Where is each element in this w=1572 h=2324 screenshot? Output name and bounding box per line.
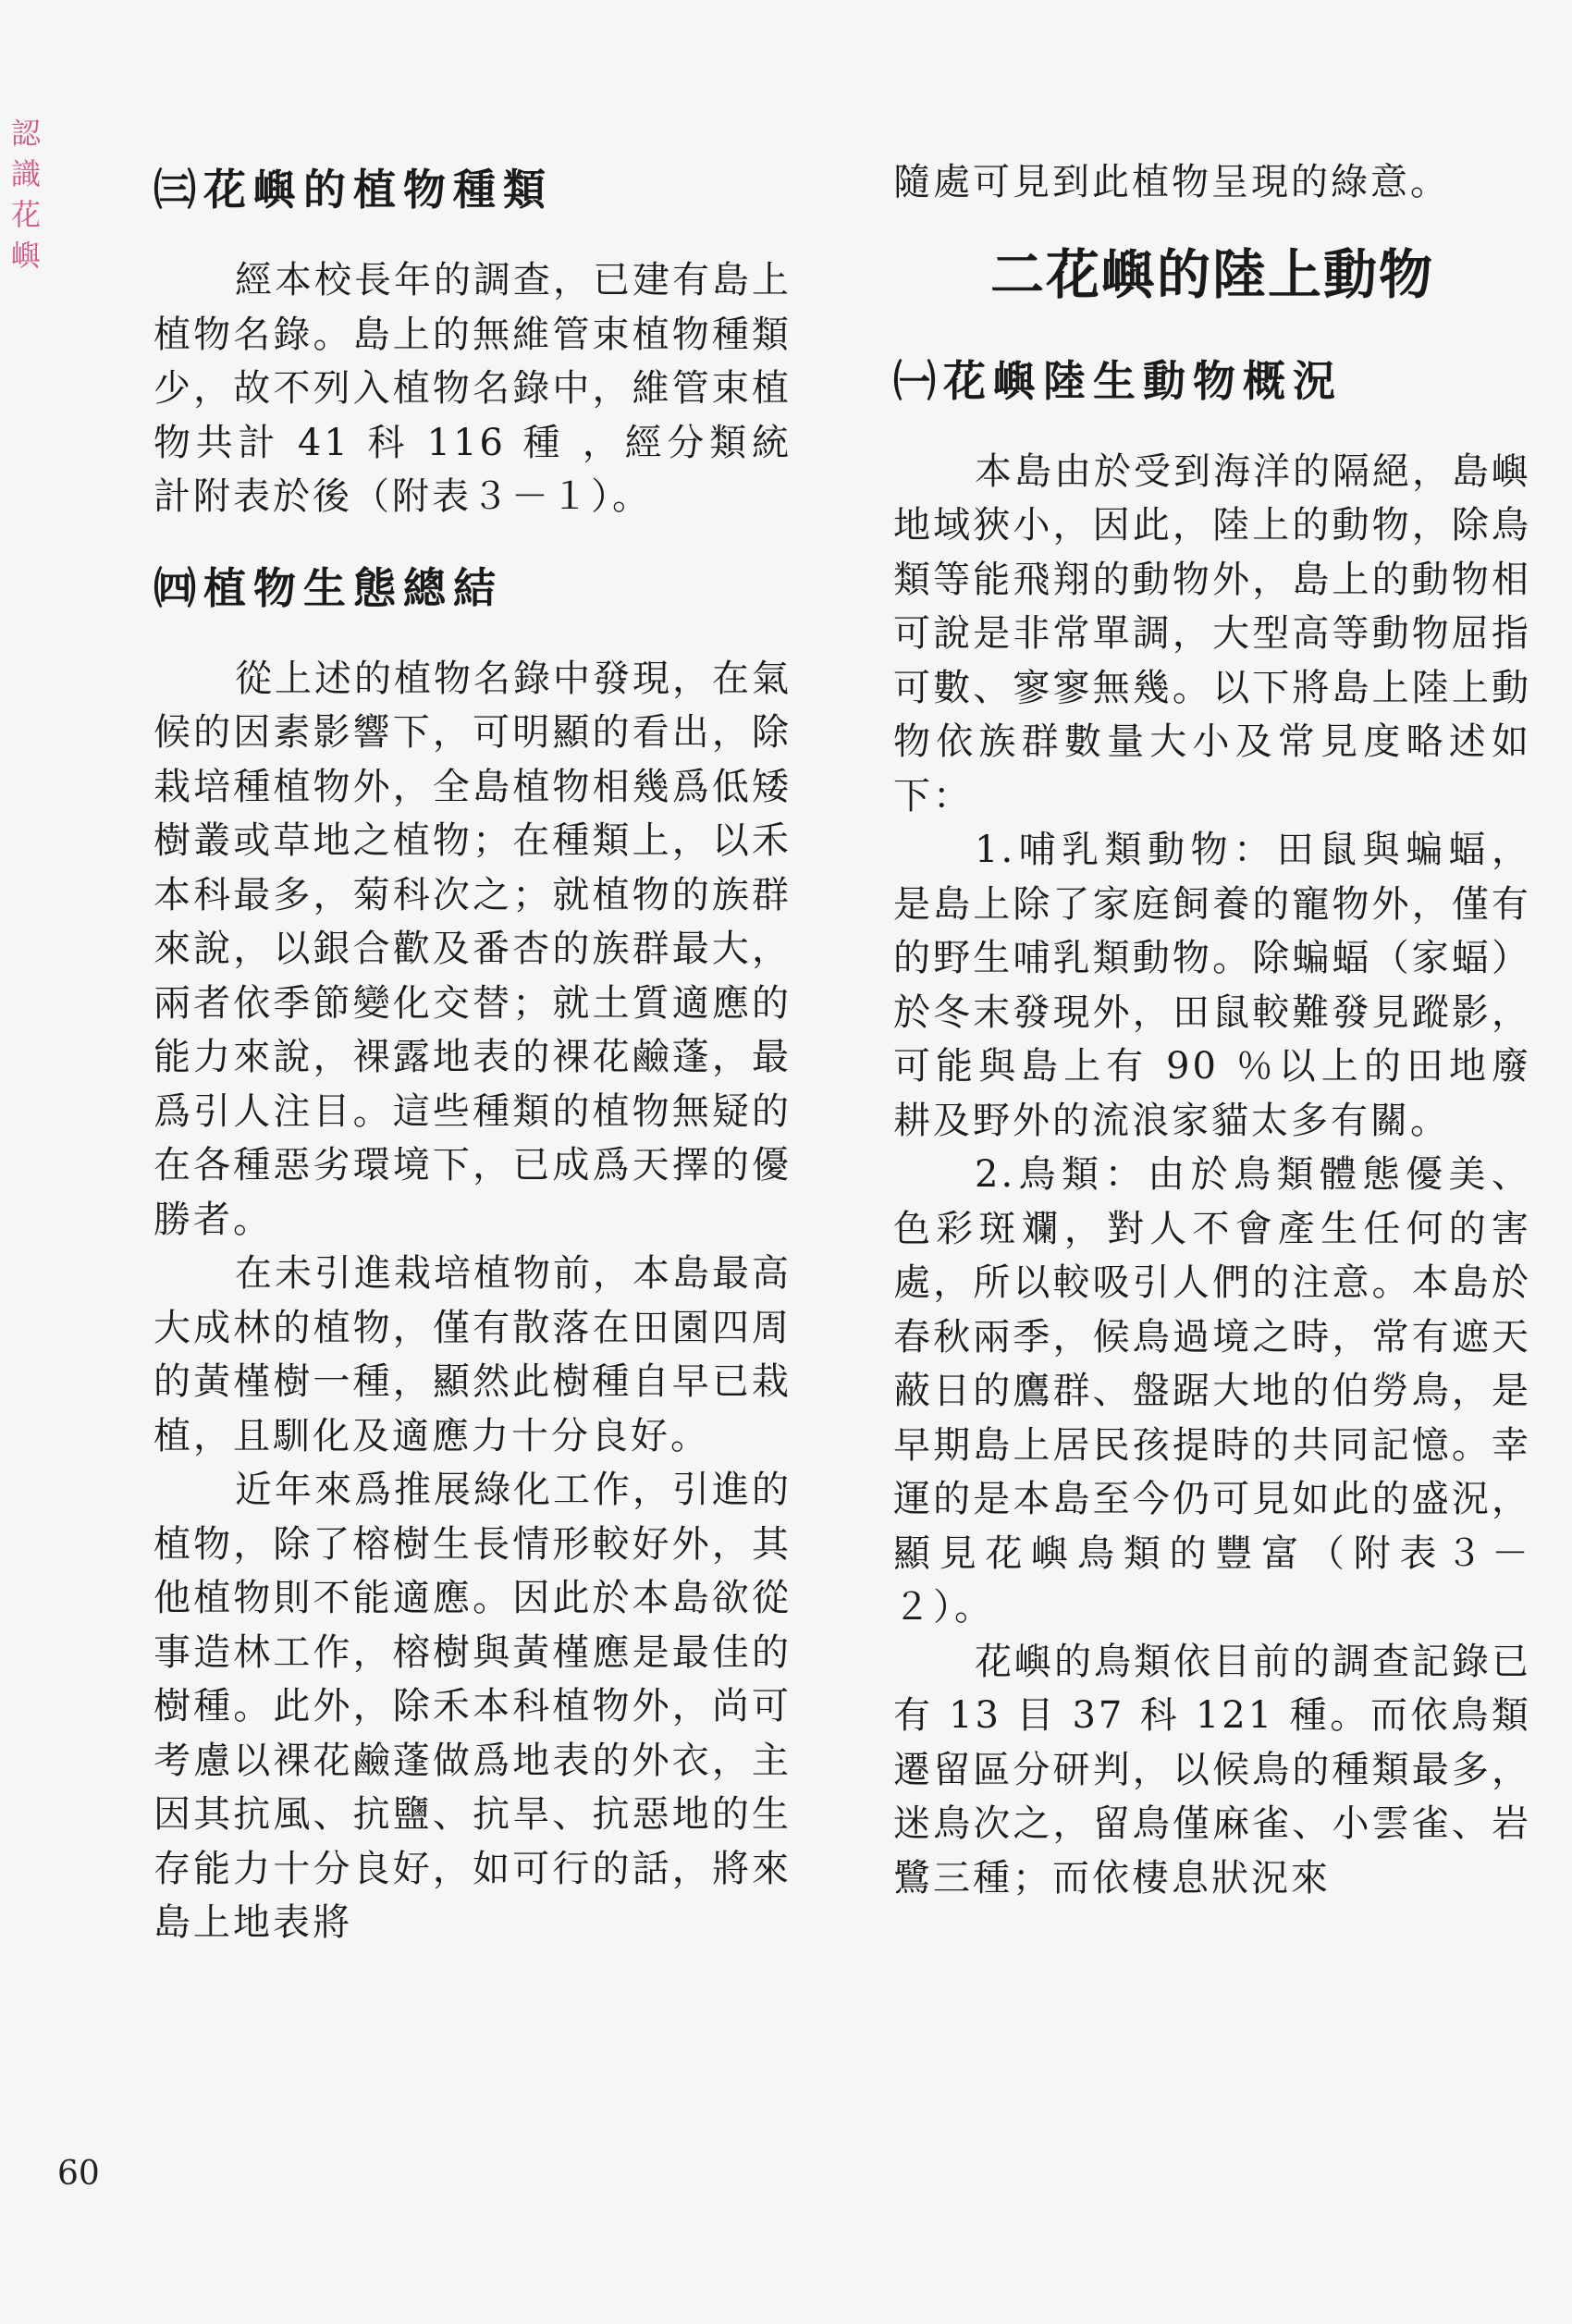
paragraph: 經本校長年的調查，已建有島上植物名錄。島上的無維管束植物種類少，故不列入植物名錄中，維管束植物共計 41 科 116 種 ，經分類統計附表於後（附表３－１）。 (154, 259, 792, 518)
paragraph: 花嶼的鳥類依目前的調查記錄已有 13 目 37 科 121 種。而依鳥類遷留區分研判，以候鳥的種類最多，迷鳥次之，留鳥僅麻雀、小雲雀、岩鷺三種；而依棲息狀況來 (893, 1640, 1531, 1900)
right-column (893, 155, 1531, 1905)
side-tab-char: 嶼 (10, 238, 41, 273)
heading-plant-ecology-summary: ㈣植物生態總結 (154, 562, 503, 613)
paragraph: 在未引進栽培植物前，本島最高大成林的植物，僅有散落在田園四周的黃槿樹一種，顯然此樹種自早已栽植，且馴化及適應力十分良好。 (154, 1252, 792, 1457)
paragraph-birds: 2.鳥類：由於鳥類體態優美、色彩斑斕，對人不會產生任何的害處，所以較吸引人們的注意。本島於春秋兩季，候鳥過境之時，常有遮天蔽日的鷹群、盤踞大地的伯勞鳥，是早期島上居民孩提時的共同記憶。幸運的是本島至今仍可見如此的盛況，顯見花嶼鳥類的豐富（附表３－２）。 (893, 1153, 1531, 1629)
side-tab-char: 花 (10, 197, 41, 232)
paragraph: 本島由於受到海洋的隔絕，島嶼地域狹小，因此，陸上的動物，除鳥類等能飛翔的動物外，島上的動物相可說是非常單調，大型高等動物屈指可數、寥寥無幾。以下將島上陸上動物依族群數量大小及常見度略述如下： (893, 449, 1531, 818)
section-title-land-animals: 二花嶼的陸上動物 (989, 242, 1434, 306)
paragraph: 近年來爲推展綠化工作，引進的植物，除了榕樹生長情形較好外，其他植物則不能適應。因此於本島欲從事造林工作，榕樹與黃槿應是最佳的樹種。此外，除禾本科植物外，尚可考慮以裸花鹼蓬做爲地表的外衣，主因其抗風、抗鹽、抗旱、抗惡地的生存能力十分良好，如可行的話，將來島上地表將 (154, 1469, 792, 1944)
side-tab-char: 認 (10, 116, 41, 151)
side-tab (7, 113, 44, 276)
heading-plant-species: ㈢花嶼的植物種類 (154, 165, 553, 215)
left-column (154, 157, 792, 1950)
side-tab-char: 識 (10, 156, 41, 191)
paragraph-mammals: 1.哺乳類動物：田鼠與蝙蝠，是島上除了家庭飼養的寵物外，僅有的野生哺乳類動物。除蝙蝠（家蝠）於冬末發現外，田鼠較難發見蹤影，可能與島上有 90 ％以上的田地廢耕及野外的流浪家貓太多有關。 (893, 829, 1531, 1142)
page-number: 60 (57, 2155, 100, 2193)
paragraph-continued: 隨處可見到此植物呈現的綠意。 (893, 161, 1450, 203)
paragraph: 從上述的植物名錄中發現，在氣候的因素影響下，可明顯的看出，除栽培種植物外，全島植物相幾爲低矮樹叢或草地之植物；在種類上，以禾本科最多，菊科次之；就植物的族群來說，以銀合歡及番杏的族群最大，兩者依季節變化交替；就土質適應的能力來說，裸露地表的裸花鹼蓬，最爲引人注目。這些種類的植物無疑的在各種惡劣環境下，已成爲天擇的優勝者。 (154, 657, 792, 1241)
heading-land-animals-overview: ㈠花嶼陸生動物概況 (893, 355, 1343, 406)
